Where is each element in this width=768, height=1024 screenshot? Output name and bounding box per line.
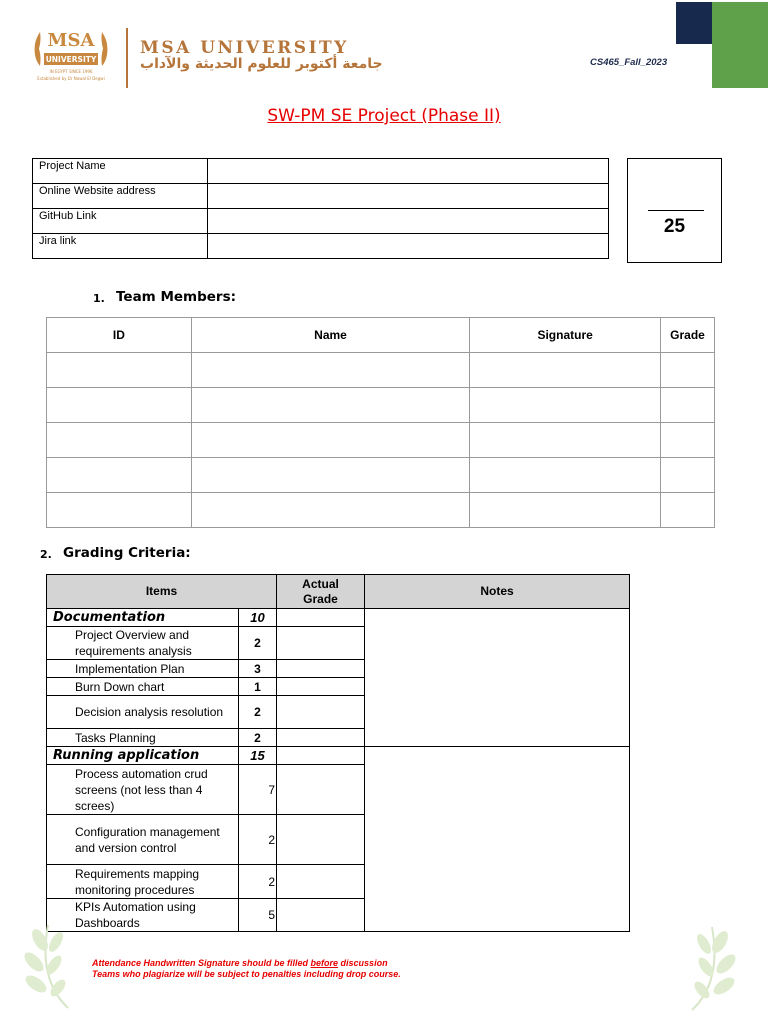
team-member-cell[interactable] xyxy=(470,388,661,423)
project-info-value-field[interactable] xyxy=(208,159,609,184)
team-members-table xyxy=(46,317,715,528)
university-name: MSA UNIVERSITY xyxy=(140,38,349,58)
actual-grade-field[interactable] xyxy=(277,678,365,696)
project-info-value-field[interactable] xyxy=(208,234,609,259)
svg-text:UNIVERSITY: UNIVERSITY xyxy=(45,55,97,64)
team-member-cell[interactable] xyxy=(470,353,661,388)
team-column-header: Signature xyxy=(470,318,661,353)
grading-section-name: Running application xyxy=(47,747,239,765)
team-member-cell[interactable] xyxy=(661,423,715,458)
grading-item-label: Burn Down chart xyxy=(47,678,239,696)
grading-section-name: Documentation xyxy=(47,609,239,627)
team-member-cell[interactable] xyxy=(661,493,715,528)
team-member-row xyxy=(47,388,715,423)
grading-item-label: Process automation crud screens (not less than 4 screes) xyxy=(47,765,239,815)
project-info-value-field[interactable] xyxy=(208,184,609,209)
grading-section-number: 2. xyxy=(40,548,52,561)
team-member-row xyxy=(47,353,715,388)
team-member-cell[interactable] xyxy=(47,388,192,423)
grading-item-label: Requirements mapping monitoring procedures xyxy=(47,865,239,899)
grading-item-points: 7 xyxy=(239,765,277,815)
team-section-heading: Team Members: xyxy=(116,289,237,305)
project-info-row xyxy=(33,159,609,184)
page-title: SW-PM SE Project (Phase II) xyxy=(267,106,501,126)
grading-section-row xyxy=(47,609,630,627)
project-info-row xyxy=(33,209,609,234)
actual-grade-field[interactable] xyxy=(277,660,365,678)
msa-university-logo xyxy=(30,26,112,92)
project-info-row xyxy=(33,234,609,259)
team-member-cell[interactable] xyxy=(47,353,192,388)
header-divider xyxy=(126,28,128,88)
grading-item-points: 2 xyxy=(239,865,277,899)
team-member-cell[interactable] xyxy=(470,493,661,528)
team-column-header: Grade xyxy=(661,318,715,353)
grading-section-row xyxy=(47,747,630,765)
notes-field[interactable] xyxy=(365,609,630,747)
score-blank-line xyxy=(648,210,704,211)
grading-item-label: KPIs Automation using Dashboards xyxy=(47,899,239,932)
actual-grade-field[interactable] xyxy=(277,696,365,729)
team-member-cell[interactable] xyxy=(191,493,470,528)
university-arabic-name: جامعة أكتوبر للعلوم الحديثة والآداب xyxy=(140,56,383,72)
actual-grade-field[interactable] xyxy=(277,899,365,932)
actual-grade-field[interactable] xyxy=(277,729,365,747)
actual-grade-field[interactable] xyxy=(277,765,365,815)
svg-text:MSA: MSA xyxy=(47,30,95,51)
team-member-cell[interactable] xyxy=(191,423,470,458)
team-member-cell[interactable] xyxy=(661,458,715,493)
grading-item-points: 1 xyxy=(239,678,277,696)
project-info-label: Online Website address xyxy=(33,184,208,209)
grading-item-label: Tasks Planning xyxy=(47,729,239,747)
grading-item-points: 2 xyxy=(239,627,277,660)
grading-item-points: 3 xyxy=(239,660,277,678)
team-member-cell[interactable] xyxy=(470,423,661,458)
laurel-left-icon xyxy=(18,920,88,1010)
grading-section-points: 15 xyxy=(239,747,277,765)
grading-section-heading: Grading Criteria: xyxy=(63,545,191,561)
team-column-header: ID xyxy=(47,318,192,353)
grading-section-points: 10 xyxy=(239,609,277,627)
team-member-cell[interactable] xyxy=(191,458,470,493)
grading-item-points: 2 xyxy=(239,729,277,747)
team-member-row xyxy=(47,458,715,493)
actual-grade-field[interactable] xyxy=(277,609,365,627)
grading-item-points: 5 xyxy=(239,899,277,932)
project-info-label: Project Name xyxy=(33,159,208,184)
project-info-row xyxy=(33,184,609,209)
team-member-row xyxy=(47,423,715,458)
team-member-cell[interactable] xyxy=(47,493,192,528)
team-member-cell[interactable] xyxy=(47,458,192,493)
grading-item-label: Configuration management and version control xyxy=(47,815,239,865)
team-section-number: 1. xyxy=(93,292,105,305)
laurel-right-icon xyxy=(672,922,742,1012)
decorative-navy-block xyxy=(676,2,712,44)
footer-notice: Attendance Handwritten Signature should be filled before discussion Teams who plagiarize will be subject to penalties including drop course. xyxy=(92,958,401,979)
project-info-label: Jira link xyxy=(33,234,208,259)
project-info-table xyxy=(32,158,609,259)
grading-criteria-table xyxy=(46,574,630,932)
svg-text:Established by Dr Nawal El Deg: Established by Dr Nawal El Degwi xyxy=(37,76,105,81)
notes-field[interactable] xyxy=(365,747,630,932)
actual-grade-field[interactable] xyxy=(277,865,365,899)
decorative-green-block xyxy=(712,2,768,88)
team-member-cell[interactable] xyxy=(661,353,715,388)
team-member-cell[interactable] xyxy=(47,423,192,458)
course-code: CS465_Fall_2023 xyxy=(590,57,668,68)
project-info-label: GitHub Link xyxy=(33,209,208,234)
team-column-header: Name xyxy=(191,318,470,353)
team-member-row xyxy=(47,493,715,528)
actual-grade-field[interactable] xyxy=(277,747,365,765)
project-info-value-field[interactable] xyxy=(208,209,609,234)
svg-text:IN EGYPT SINCE 1996: IN EGYPT SINCE 1996 xyxy=(49,69,93,74)
team-member-cell[interactable] xyxy=(470,458,661,493)
grading-item-points: 2 xyxy=(239,815,277,865)
team-member-cell[interactable] xyxy=(661,388,715,423)
team-member-cell[interactable] xyxy=(191,388,470,423)
grading-item-label: Project Overview and requirements analysis xyxy=(47,627,239,660)
actual-grade-field[interactable] xyxy=(277,815,365,865)
grading-item-label: Implementation Plan xyxy=(47,660,239,678)
team-member-cell[interactable] xyxy=(191,353,470,388)
actual-grade-column-header: Actual Grade xyxy=(277,575,365,609)
grading-item-points: 2 xyxy=(239,696,277,729)
score-box xyxy=(627,158,722,263)
score-total: 25 xyxy=(663,216,686,237)
actual-grade-field[interactable] xyxy=(277,627,365,660)
notes-column-header: Notes xyxy=(365,575,630,609)
items-column-header: Items xyxy=(47,575,277,609)
grading-item-label: Decision analysis resolution xyxy=(47,696,239,729)
